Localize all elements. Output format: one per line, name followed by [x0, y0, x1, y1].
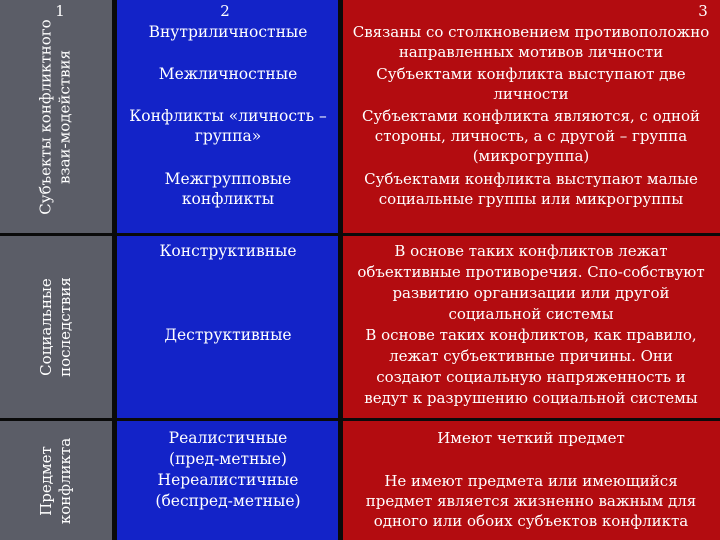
section-title-line: Социальные — [37, 278, 55, 376]
section-title-line: конфликта — [55, 437, 74, 524]
desc-intergroup: Субъектами конфликта выступают малые социальные группы или микрогруппы — [364, 170, 698, 208]
type-intergroup: Межгрупповые конфликты — [164, 170, 292, 208]
desc-destructive: В основе таких конфликтов, как правило, лежат субъективные причины. Они создают социальную напряженность и ведут к разрушению социальной системы — [364, 326, 698, 407]
desc-person-group: Субъектами конфликта являются, с одной стороны, личность, а с другой – группа (микрогруппа) — [362, 107, 700, 165]
desc-realistic: Имеют четкий предмет — [437, 429, 625, 447]
column-number-3: 3 — [698, 2, 708, 20]
type-interpersonal: Межличностные — [158, 65, 298, 83]
column-number-2: 2 — [220, 2, 230, 20]
section-title-subject-matter — [0, 421, 112, 540]
column-divider — [112, 0, 117, 540]
section-title-consequences — [0, 236, 112, 418]
section-title-line: взаи-модействия — [56, 49, 74, 184]
section-title-subjects — [0, 0, 112, 233]
section-title-line: последствия — [56, 277, 74, 377]
type-realistic-unrealistic: Реалистичные (пред-метные) Нереалистичные (беспред-метные) — [155, 429, 301, 510]
type-person-group: Конфликты «личность – группа» — [129, 107, 327, 145]
type-destructive: Деструктивные — [164, 326, 292, 344]
section-title-line: Предмет — [36, 445, 55, 516]
desc-constructive: В основе таких конфликтов лежат объективные противоречия. Спо-собствуют развитию организации или другой социальной системы — [357, 242, 705, 323]
type-intrapersonal: Внутриличностные — [148, 23, 308, 41]
type-constructive: Конструктивные — [159, 242, 297, 260]
desc-intrapersonal: Связаны со столкновением противоположно направленных мотивов личности — [352, 23, 710, 61]
column-number-1: 1 — [55, 2, 65, 20]
desc-unrealistic: Не имеют предмета или имеющийся предмет является жизненно важным для одного или обоих субъектов конфликта — [365, 472, 697, 530]
desc-interpersonal: Субъектами конфликта выступают две личности — [376, 65, 686, 103]
section-title-line: Субъекты конфликтного — [37, 18, 55, 215]
